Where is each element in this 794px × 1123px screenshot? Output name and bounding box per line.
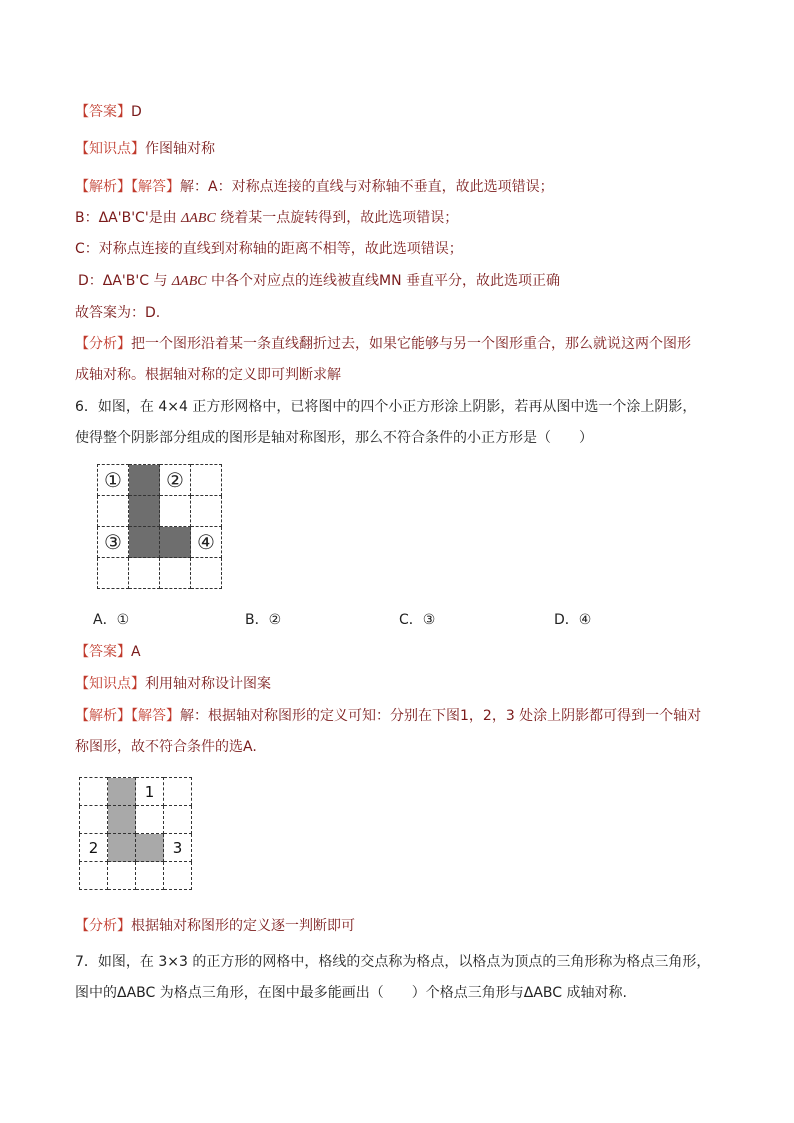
grid-cell — [136, 862, 164, 890]
knowledge-value: 利用轴对称设计图案 — [145, 676, 271, 692]
solution-label-3: 3 — [164, 834, 192, 862]
analysis-tag: 【解析】【解答】 — [75, 708, 180, 724]
line-b-post: 绕着某一点旋转得到，故此选项错误； — [220, 210, 459, 226]
grid-cell — [164, 778, 192, 806]
grid-cell — [160, 496, 191, 527]
q5-line-c: C：对称点连接的直线到对称轴的距离不相等，故此选项错误； — [75, 241, 463, 257]
shaded-cell — [108, 834, 136, 862]
q7-stem-2: 图中的ΔABC 为格点三角形，在图中最多能画出（ ）个格点三角形与ΔABC 成轴对称. — [75, 985, 627, 1001]
grid-cell — [80, 806, 108, 834]
shaded-cell — [129, 496, 160, 527]
grid-cell — [191, 496, 222, 527]
q6-analysis-line-2: 称图形，故不符合条件的选A. — [75, 739, 257, 755]
grid-cell — [164, 806, 192, 834]
analysis-intro: 解：A：对称点连接的直线与对称轴不垂直，故此选项错误； — [180, 179, 554, 195]
q6-knowledge-line — [75, 675, 271, 693]
shaded-cell — [129, 527, 160, 558]
grid-cell — [98, 496, 129, 527]
grid-cell — [191, 558, 222, 589]
line-b-pre: B：ΔA'B'C'是由 — [75, 210, 177, 226]
grid-cell — [164, 862, 192, 890]
knowledge-tag: 【知识点】 — [75, 141, 145, 157]
q5-line-d — [78, 272, 560, 291]
q5-conclusion: 故答案为：D. — [75, 305, 161, 321]
q6-answer-line — [75, 643, 141, 661]
knowledge-value: 作图轴对称 — [145, 141, 215, 157]
grid-cell — [160, 558, 191, 589]
grid-cell-label-1: ① — [98, 465, 129, 496]
q6-stem-1: 6．如图，在 4×4 正方形网格中，已将图中的四个小正方形涂上阴影，若再从图中选一个涂上阴影， — [75, 399, 697, 415]
q5-answer-line — [75, 103, 142, 121]
answer-value: A — [131, 644, 141, 660]
analysis-text: 解：根据轴对称图形的定义可知：分别在下图1，2，3 处涂上阴影都可得到一个轴对 — [180, 708, 702, 724]
q5-knowledge-line — [75, 140, 215, 158]
solution-label-2: 2 — [80, 834, 108, 862]
shaded-cell — [160, 527, 191, 558]
grid-cell — [80, 862, 108, 890]
q5-fenxi-line-1 — [75, 335, 691, 353]
q6-stem-2: 使得整个阴影部分组成的图形是轴对称图形，那么不符合条件的小正方形是（ ） — [75, 430, 593, 446]
grid-cell — [191, 465, 222, 496]
shaded-cell — [136, 834, 164, 862]
option-b: B．② — [245, 612, 282, 628]
q6-fenxi-line — [75, 917, 355, 935]
knowledge-tag: 【知识点】 — [75, 676, 145, 692]
grid-cell — [98, 558, 129, 589]
shaded-cell — [108, 806, 136, 834]
line-d-pre: D：ΔA'B'C 与 — [78, 273, 168, 289]
fenxi-text: 把一个图形沿着某一条直线翻折过去，如果它能够与另一个图形重合，那么就说这两个图形 — [131, 336, 691, 352]
fenxi-text: 根据轴对称图形的定义逐一判断即可 — [131, 918, 355, 934]
solution-grid-figure — [79, 777, 192, 890]
grid-cell — [108, 862, 136, 890]
grid-cell-label-2: ② — [160, 465, 191, 496]
option-d: D．④ — [554, 612, 592, 628]
q5-fenxi-line-2: 成轴对称。根据轴对称的定义即可判断求解 — [75, 367, 341, 383]
answer-tag: 【答案】 — [75, 644, 131, 660]
fenxi-tag: 【分析】 — [75, 336, 131, 352]
option-a: A．① — [93, 612, 130, 628]
option-c: C．③ — [399, 612, 436, 628]
triangle-abc: ΔABC — [171, 274, 207, 289]
grid-cell — [80, 778, 108, 806]
q5-analysis-line — [75, 178, 554, 196]
grid-cell-label-3: ③ — [98, 527, 129, 558]
fenxi-tag: 【分析】 — [75, 918, 131, 934]
triangle-abc: ΔABC — [181, 211, 216, 226]
answer-tag: 【答案】 — [75, 104, 131, 120]
grid-cell-label-4: ④ — [191, 527, 222, 558]
grid-cell — [136, 806, 164, 834]
line-d-post: 中各个对应点的连线被直线MN 垂直平分，故此选项正确 — [211, 273, 561, 289]
question-grid-figure — [97, 464, 222, 589]
q7-stem-1: 7．如图，在 3×3 的正方形的网格中，格线的交点称为格点，以格点为顶点的三角形称为格点三角形， — [75, 954, 711, 970]
grid-cell — [129, 558, 160, 589]
q6-analysis-line-1 — [75, 707, 701, 725]
shaded-cell — [129, 465, 160, 496]
q5-line-b — [75, 209, 458, 228]
solution-label-1: 1 — [136, 778, 164, 806]
answer-value: D — [131, 104, 142, 120]
analysis-tag: 【解析】【解答】 — [75, 179, 180, 195]
shaded-cell — [108, 778, 136, 806]
